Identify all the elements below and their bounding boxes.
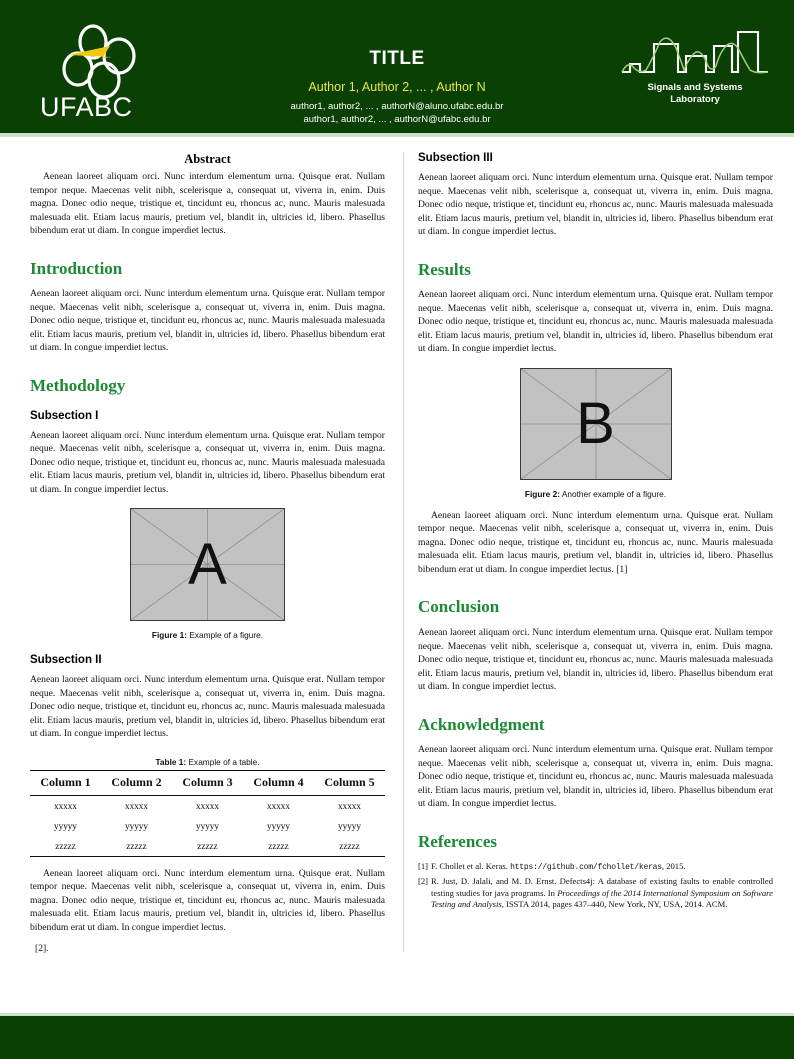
table-cell: xxxxx [267,800,290,811]
post-table-text: Aenean laoreet aliquam orci. Nunc interdum elementum urna. Quisque erat. Nullam tempor neque. Maecenas velit nibh, scelerisque a, consequat ut, viverra in, enim. Duis magna. Donec odio neque, tristique et, tincidunt eu, rhoncus ac, nunc. Mauris malesuada malesuada elit. Etiam lacus mauris, pretium vel, blandit in, ultricies id, libero. Phasellus bibendum erat ut diam. In congue imperdiet lectus. [30,867,385,933]
lab-name-line-2: Laboratory [670,94,720,106]
figure-1-letter: A [188,531,227,597]
section-heading-acknowledgment: Acknowledgment [418,714,545,734]
table-cell: yyyyy [196,820,219,831]
table-row [30,836,385,857]
reference-item [418,876,773,912]
figure-1-caption [30,630,385,640]
table-column-header: Column 4 [243,770,314,795]
reference-item [418,861,773,873]
figure-1-placeholder-image [130,508,285,621]
table-1 [30,770,385,857]
abstract-heading: Abstract [184,152,231,166]
table-1-caption-label: Table 1: [155,756,187,767]
reference-part-1: R. Just, D. Jalali, and M. D. Ernst. Defects4j: A database of existing faults to enable controlled testing studies for java programs. In [431,875,773,898]
reference-url[interactable]: https://github.com/fchollet/keras [510,862,662,872]
reference-text [431,861,773,873]
poster-footer [0,1016,794,1059]
table-cell: zzzzz [172,836,243,857]
signals-waveform-icon [620,26,770,78]
figure-2-caption-label: Figure 2: [524,488,560,499]
table-cell: zzzzz [101,836,172,857]
table-column-header: Column 3 [172,770,243,795]
email-line-2: author1, author2, ... , authorN@ufabc.edu.br [303,113,491,125]
column-divider [403,152,404,952]
table-cell: zzzzz [314,836,385,857]
reference-number: [1] [418,860,429,871]
table-cell: xxxxx [196,800,219,811]
table-cell: yyyyy [125,820,148,831]
subsection-ii-text: Aenean laoreet aliquam orci. Nunc interdum elementum urna. Quisque erat. Nullam tempor neque. Maecenas velit nibh, scelerisque a, consequat ut, viverra in, enim. Duis magna. Donec odio neque, tristique et, tincidunt eu, rhoncus ac, nunc. Mauris malesuada malesuada elit. Etiam lacus mauris, pretium vel, blandit in, ultricies id, libero. Phasellus bibendum erat ut diam. In congue imperdiet lectus. [30,674,385,740]
table-row [30,816,385,836]
acknowledgment-text: Aenean laoreet aliquam orci. Nunc interdum elementum urna. Quisque erat. Nullam tempor neque. Maecenas velit nibh, scelerisque a, consequat ut, viverra in, enim. Duis magna. Donec odio neque, tristique et, tincidunt eu, rhoncus ac, nunc. Mauris malesuada malesuada elit. Etiam lacus mauris, pretium vel, blandit in, ultricies id, libero. Phasellus bibendum erat ut diam. In congue imperdiet lectus. [418,744,773,810]
table-cell: xxxxx [54,800,77,811]
introduction-text: Aenean laoreet aliquam orci. Nunc interdum elementum urna. Quisque erat. Nullam tempor neque. Maecenas velit nibh, scelerisque a, consequat ut, viverra in, enim. Duis magna. Donec odio neque, tristique et, tincidunt eu, rhoncus ac, nunc. Mauris malesuada malesuada elit. Etiam lacus mauris, pretium vel, blandit in, ultricies id, libero. Phasellus bibendum erat ut diam. In congue imperdiet lectus. [30,288,385,354]
left-column [30,152,385,964]
figure-1-caption-text: Example of a figure. [186,630,264,641]
table-column-header: Column 1 [30,770,101,795]
table-1-caption [30,757,385,767]
author-list: Author 1, Author 2, ... , Author N [308,80,486,94]
figure-1 [30,508,385,640]
table-header-row [30,770,385,795]
lab-name [615,82,775,106]
post-table-citation: [2]. [35,943,49,955]
reference-italic-title: Proceedings of the 2014 International Symposium on Software Testing and Analysis [431,887,773,910]
section-heading-methodology: Methodology [30,375,126,395]
section-heading-introduction: Introduction [30,258,123,278]
table-column-header: Column 5 [314,770,385,795]
subsection-iii-text: Aenean laoreet aliquam orci. Nunc interdum elementum urna. Quisque erat. Nullam tempor neque. Maecenas velit nibh, scelerisque a, consequat ut, viverra in, enim. Duis magna. Donec odio neque, tristique et, tincidunt eu, rhoncus ac, nunc. Mauris malesuada malesuada elit. Etiam lacus mauris, pretium vel, blandit in, ultricies id, libero. Phasellus bibendum erat ut diam. In congue imperdiet lectus. [418,172,773,238]
table-cell: xxxxx [338,800,361,811]
table-cell: yyyyy [267,820,290,831]
author-emails [227,101,567,126]
lab-name-line-1: Signals and Systems [647,82,743,93]
figure-2-letter: B [576,390,615,456]
reference-part-1: F. Chollet et al. Keras. [431,860,511,871]
figure-1-caption-label: Figure 1: [151,630,187,641]
subsection-heading-ii: Subsection II [30,654,102,667]
reference-part-2: , 2015. [661,860,686,871]
abstract-text: Aenean laoreet aliquam orci. Nunc interdum elementum urna. Quisque erat. Nullam tempor neque. Maecenas velit nibh, scelerisque a, consequat ut, viverra in, enim. Duis magna. Donec odio neque, tristique et, tincidunt eu, rhoncus ac, nunc. Mauris malesuada malesuada elit. Etiam lacus mauris, pretium vel, blandit in, ultricies id, libero. Phasellus bibendum erat ut diam. In congue imperdiet lectus. [30,171,385,237]
table-cell: zzzzz [30,836,101,857]
poster-title-block [227,48,567,126]
table-column-header: Column 2 [101,770,172,795]
page-title: TITLE [369,48,425,69]
lab-logo [615,26,775,106]
table-1-caption-text: Example of a table. [186,756,260,767]
section-heading-references: References [418,831,497,851]
figure-2-caption-text: Another example of a figure. [559,488,667,499]
ufabc-logo [38,22,168,122]
subsection-i-text: Aenean laoreet aliquam orci. Nunc interdum elementum urna. Quisque erat. Nullam tempor neque. Maecenas velit nibh, scelerisque a, consequat ut, viverra in, enim. Duis magna. Donec odio neque, tristique et, tincidunt eu, rhoncus ac, nunc. Mauris malesuada malesuada elit. Etiam lacus mauris, pretium vel, blandit in, ultricies id, libero. Phasellus bibendum erat ut diam. In congue imperdiet lectus. [30,429,385,495]
reference-text [431,876,773,912]
results-text-after-figure: Aenean laoreet aliquam orci. Nunc interdum elementum urna. Quisque erat. Nullam tempor neque. Maecenas velit nibh, scelerisque a, consequat ut, viverra in, enim. Duis magna. Donec odio neque, tristique et, tincidunt eu, rhoncus ac, nunc. Mauris malesuada malesuada elit. Etiam lacus mauris, pretium vel, blandit in, ultricies id, libero. Phasellus bibendum erat ut diam. In congue imperdiet lectus. [1] [418,509,773,575]
email-line-1: author1, author2, ... , authorN@aluno.ufabc.edu.br [290,101,504,112]
header-divider-rule [0,133,794,137]
table-cell: yyyyy [54,820,77,831]
ufabc-logo-mark [38,22,168,122]
reference-part-2: , ISSTA 2014, pages 437–440, New York, NY, USA, 2014. ACM. [501,899,728,910]
figure-2-placeholder-image [520,368,672,480]
subsection-heading-i: Subsection I [30,409,99,422]
section-heading-results: Results [418,259,471,279]
conclusion-text: Aenean laoreet aliquam orci. Nunc interdum elementum urna. Quisque erat. Nullam tempor neque. Maecenas velit nibh, scelerisque a, consequat ut, viverra in, enim. Duis magna. Donec odio neque, tristique et, tincidunt eu, rhoncus ac, nunc. Mauris malesuada malesuada elit. Etiam lacus mauris, pretium vel, blandit in, ultricies id, libero. Phasellus bibendum erat ut diam. In congue imperdiet lectus. [418,627,773,693]
poster-header [0,0,794,133]
results-text: Aenean laoreet aliquam orci. Nunc interdum elementum urna. Quisque erat. Nullam tempor neque. Maecenas velit nibh, scelerisque a, consequat ut, viverra in, enim. Duis magna. Donec odio neque, tristique et, tincidunt eu, rhoncus ac, nunc. Mauris malesuada malesuada elit. Etiam lacus mauris, pretium vel, blandit in, ultricies id, libero. Phasellus bibendum erat ut diam. In congue imperdiet lectus. [418,289,773,355]
figure-2-caption [418,489,773,499]
table-cell: xxxxx [125,800,148,811]
right-column [418,152,773,914]
subsection-heading-iii: Subsection III [418,152,493,164]
table-cell: zzzzz [243,836,314,857]
figure-2 [418,368,773,499]
reference-number: [2] [418,875,429,886]
section-heading-conclusion: Conclusion [418,597,500,617]
table-row [30,795,385,816]
table-cell: yyyyy [338,820,361,831]
svg-text:UFABC: UFABC [40,92,133,122]
